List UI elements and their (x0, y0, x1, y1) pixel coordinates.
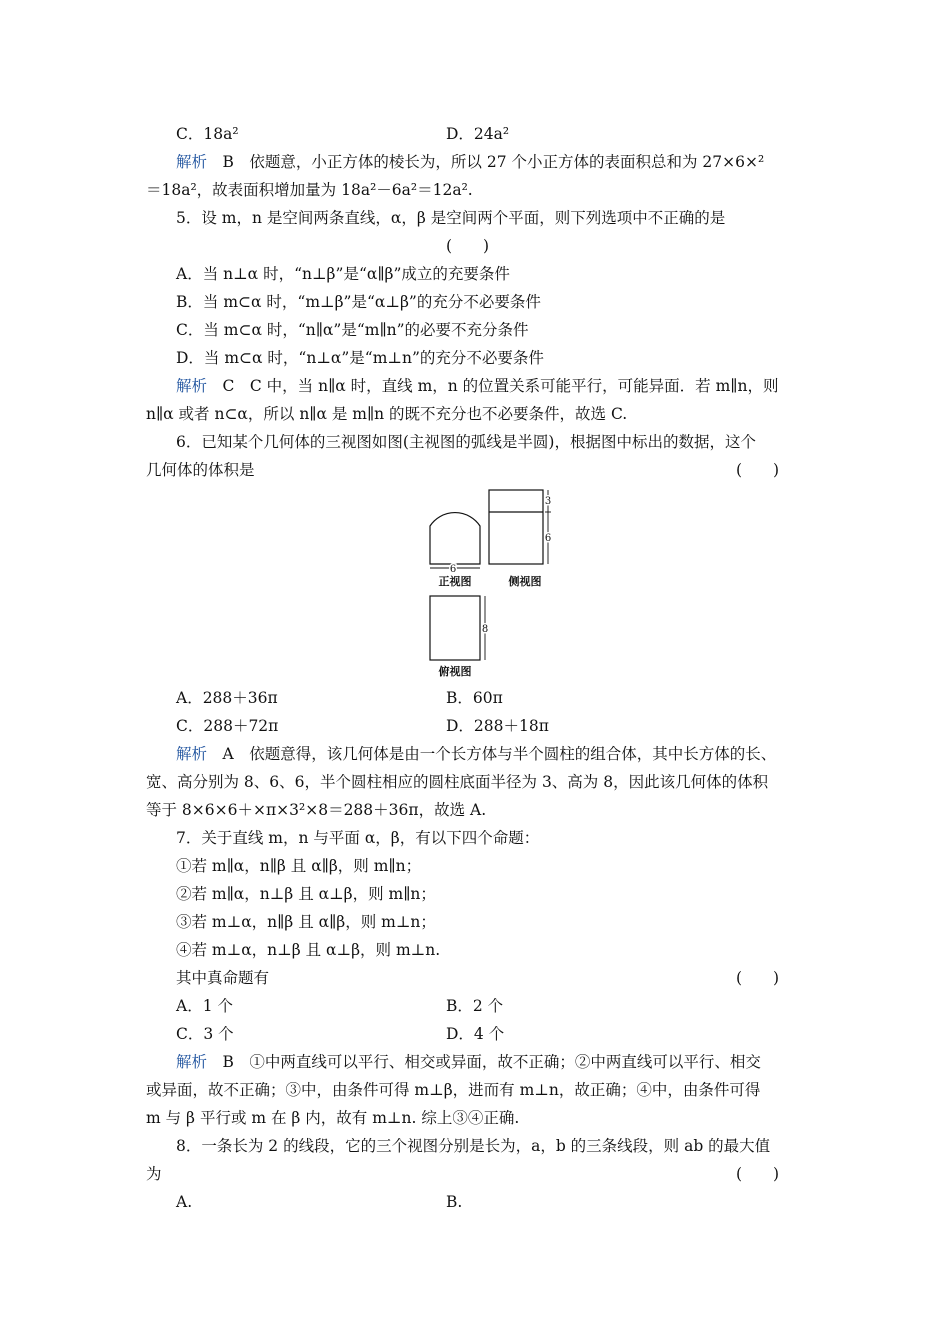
side-view-shape (489, 490, 543, 564)
front-width-label: 6 (449, 564, 457, 575)
solution-tag: 解析 (176, 153, 208, 171)
q8-option-a: A. (176, 1193, 193, 1211)
q8-option-b: B. (446, 1193, 463, 1211)
q5-solution-line-2: n∥α 或者 n⊂α，所以 n∥α 是 m∥n 的既不充分也不必要条件，故选 C. (146, 405, 628, 423)
q7-stem: 7．关于直线 m，n 与平面 α，β，有以下四个命题： (176, 829, 540, 847)
q5-stem: 5．设 m，n 是空间两条直线，α，β 是空间两个平面，则下列选项中不正确的是 (176, 209, 726, 227)
solution-tag: 解析 (176, 745, 208, 763)
q6-stem-line-1: 6．已知某个几何体的三视图如图(主视图的弧线是半圆)，根据图中标出的数据，这个 (176, 433, 756, 451)
three-view-figure (420, 484, 560, 680)
solution-tag: 解析 (176, 1053, 208, 1071)
top-view-label: 俯视图 (438, 665, 472, 678)
q4-solution-line-2: ＝18a²，故表面积增加量为 18a²－6a²＝12a². (146, 181, 473, 199)
side-view-label: 侧视图 (508, 575, 542, 588)
q6-answer-paren: ( ) (736, 461, 780, 479)
q6-solution-line-1: 解析 A 依题意得，该几何体是由一个长方体与半个圆柱的组合体，其中长方体的长、 (176, 745, 777, 763)
q5-option-b: B．当 m⊂α 时，“m⊥β”是“α⊥β”的充分不必要条件 (176, 293, 541, 311)
q7-proposition-3: ③若 m⊥α，n∥β 且 α∥β，则 m⊥n； (176, 913, 436, 931)
q5-option-d: D．当 m⊂α 时，“n⊥α”是“m⊥n”的充分不必要条件 (176, 349, 544, 367)
q5-option-a: A．当 n⊥α 时，“n⊥β”是“α∥β”成立的充要条件 (176, 265, 510, 283)
q6-option-a: A．288＋36π (176, 689, 278, 707)
q6-solution-line-2: 宽、高分别为 8、6、6，半个圆柱相应的圆柱底面半径为 3、高为 8，因此该几何体的体积 (146, 773, 769, 791)
q6-stem-line-2: 几何体的体积是 (146, 461, 255, 479)
q5-option-c: C．当 m⊂α 时，“n∥α”是“m∥n”的必要不充分条件 (176, 321, 529, 339)
q4-solution-line-1: 解析 B 依题意，小正方体的棱长为，所以 27 个小正方体的表面积总和为 27×6×² (176, 153, 765, 171)
q7-ask: 其中真命题有 (176, 969, 270, 987)
q7-option-d: D．4 个 (446, 1025, 505, 1043)
side-height-label: 6 (544, 533, 552, 544)
side-top-label: 3 (544, 496, 552, 507)
q6-solution-line-3: 等于 8×6×6＋×π×3²×8＝288＋36π，故选 A. (146, 801, 487, 819)
solution-tag: 解析 (176, 377, 208, 395)
q8-stem-line-2: 为 (146, 1165, 162, 1183)
q5-answer-paren: ( ) (446, 237, 490, 255)
q8-stem-line-1: 8．一条长为 2 的线段，它的三个视图分别是长为，a，b 的三条线段，则 ab 的最大值 (176, 1137, 771, 1155)
q7-proposition-4: ④若 m⊥α，n⊥β 且 α⊥β，则 m⊥n. (176, 941, 441, 959)
q7-option-b: B．2 个 (446, 997, 504, 1015)
top-view-shape (430, 596, 480, 660)
q7-proposition-1: ①若 m∥α，n∥β 且 α∥β，则 m∥n； (176, 857, 422, 875)
q7-option-a: A．1 个 (176, 997, 233, 1015)
q8-answer-paren: ( ) (736, 1165, 780, 1183)
q7-proposition-2: ②若 m∥α，n⊥β 且 α⊥β，则 m∥n； (176, 885, 436, 903)
q7-solution-line-1: 解析 B ①中两直线可以平行、相交或异面，故不正确；②中两直线可以平行、相交 (176, 1053, 761, 1071)
q4-option-c: C．18a² (176, 125, 239, 143)
q6-option-c: C．288＋72π (176, 717, 279, 735)
front-view-shape (430, 513, 480, 564)
q7-solution-line-3: m 与 β 平行或 m 在 β 内，故有 m⊥n. 综上③④正确. (146, 1109, 520, 1127)
q4-option-d: D．24a² (446, 125, 510, 143)
q6-option-d: D．288＋18π (446, 717, 549, 735)
q7-option-c: C．3 个 (176, 1025, 234, 1043)
q6-option-b: B．60π (446, 689, 503, 707)
top-height-label: 8 (481, 624, 489, 635)
q5-solution-line-1: 解析 C C 中，当 n∥α 时，直线 m，n 的位置关系可能平行，可能异面．若 m∥n，则 (176, 377, 779, 395)
q7-answer-paren: ( ) (736, 969, 780, 987)
front-view-label: 正视图 (438, 575, 472, 588)
q7-solution-line-2: 或异面，故不正确；③中，由条件可得 m⊥β，进而有 m⊥n，故正确；④中，由条件可得 (146, 1081, 761, 1099)
